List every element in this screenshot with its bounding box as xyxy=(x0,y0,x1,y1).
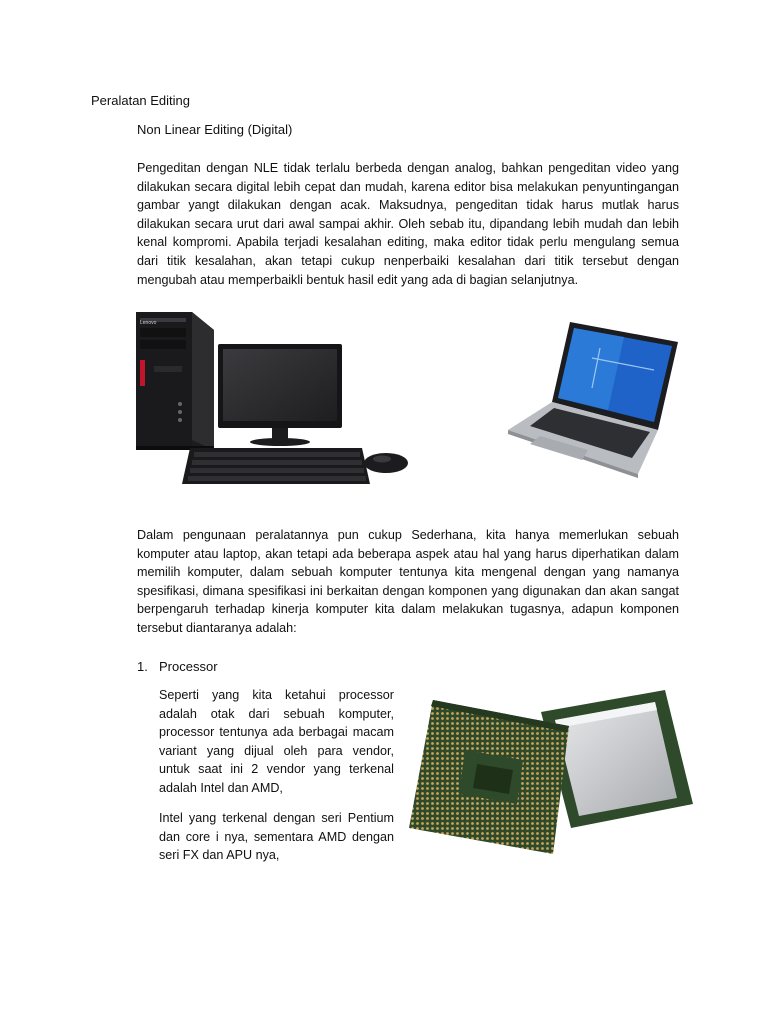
tower-case xyxy=(136,312,214,450)
list-number: 1. xyxy=(137,659,148,674)
monitor xyxy=(218,344,342,446)
subsection-heading: Non Linear Editing (Digital) xyxy=(137,122,293,137)
paragraph-nle: Pengeditan dengan NLE tidak terlalu berbeda dengan analog, bahkan pengeditan video yang dilakukan secara digital lebih cepat dan mudah, karena editor bisa melakukan penyuntingangan gambar yangt dilakukan dengan acak. Maksudnya, pengeditan tidak harus mutlak harus dilakukan secara urut dari awal sampai akhir. Oleh sebab itu, dipandang lebih mudah dan lebih kenal kompromi. Apabila terjadi kesalahan editing, maka editor tidak perlu mengulang semua dari titik kesalahan, akan tetapi cukup nenperbaiki kesalahan dari titik tersebut dengan mengubah atau memperbaikli bentuk hasil edit yang ada di bagian selanjutnya. xyxy=(137,161,679,287)
list-item-processor: Processor xyxy=(159,659,218,674)
laptop-image xyxy=(504,318,680,478)
section-heading: Peralatan Editing xyxy=(91,93,191,108)
paragraph-peralatan: Dalam pengunaan peralatannya pun cukup Sederhana, kita hanya memerlukan sebuah komputer atau laptop, akan tetapi ada beberapa aspek atau hal yang harus diperhatikan dalam memilih komputer, dalam sebuah komputer tentunya kita mengenal dengan yang namanya spesifikasi, dimana spesifikasi ini berkaitan dengan komponen yang digunakan dan akan sangat berpengaruh terhadap kinerja komputer kita dalam melakukan tugasnya, adapun komponen tersebut diantaranya adalah: xyxy=(137,528,679,635)
processor-vendors: Intel yang terkenal dengan seri Pentium dan core i nya, sementara AMD dengan seri FX dan APU nya, xyxy=(159,811,394,863)
desktop-computer-image xyxy=(130,308,420,490)
keyboard xyxy=(182,448,370,484)
tower-brand-label: Lenovo xyxy=(140,320,157,326)
processor-image xyxy=(405,686,694,858)
processor-description: Seperti yang kita ketahui processor adalah otak dari sebuah komputer, processor tentunya ada berbagai macam variant yang dijual oleh para vendor, untuk saat ini 2 vendor yang terkenal adalah Intel dan AMD, xyxy=(159,688,394,795)
amd-chip xyxy=(409,700,569,854)
